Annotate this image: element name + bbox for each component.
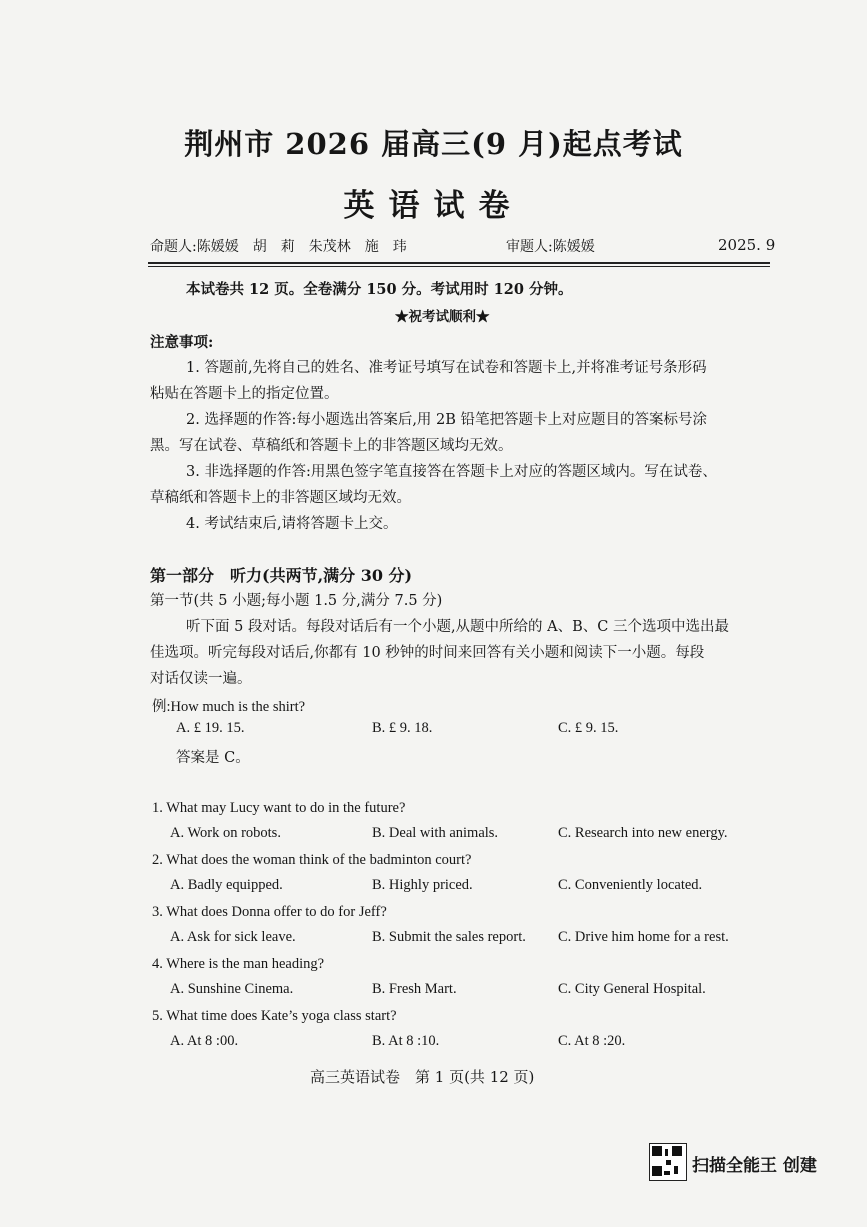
example-answer: 答案是 C。 — [176, 750, 250, 766]
note-line: 3. 非选择题的作答:用黑色签字笔直接答在答题卡上对应的答题区域内。写在试卷、 — [186, 464, 717, 480]
option-c: C. City General Hospital. — [558, 981, 706, 997]
exam-summary: 本试卷共 12 页。全卷满分 150 分。考试用时 120 分钟。 — [186, 281, 573, 298]
page-footer: 高三英语试卷 第 1 页(共 12 页) — [310, 1068, 535, 1086]
part1-heading: 第一部分 听力(共两节,满分 30 分) — [150, 566, 413, 585]
option-a: A. Work on robots. — [170, 825, 281, 841]
instruction-line: 佳选项。听完每段对话后,你都有 10 秒钟的时间来回答有关小题和阅读下一小题。每段 — [150, 645, 705, 661]
note-line: 4. 考试结束后,请将答题卡上交。 — [186, 516, 398, 532]
option-b: B. Fresh Mart. — [372, 981, 457, 997]
example-question: 例:How much is the shirt? — [152, 699, 306, 715]
example-option: A. £ 19. 15. — [176, 720, 245, 736]
exam-subtitle: 英语试卷 — [343, 188, 524, 224]
question-4: 4. Where is the man heading? — [152, 956, 325, 972]
option-c: C. Drive him home for a rest. — [558, 929, 729, 945]
option-a: A. Ask for sick leave. — [170, 929, 296, 945]
option-c: C. Conveniently located. — [558, 877, 703, 893]
note-line: 黑。写在试卷、草稿纸和答题卡上的非答题区域均无效。 — [150, 438, 513, 454]
question-2: 2. What does the woman think of the badminton court? — [152, 852, 472, 868]
question-5: 5. What time does Kate’s yoga class start? — [152, 1008, 397, 1024]
notes-heading: 注意事项: — [150, 334, 214, 351]
reviewer: 审题人:陈媛媛 — [506, 239, 595, 255]
question-1: 1. What may Lucy want to do in the future? — [152, 800, 406, 816]
note-line: 草稿纸和答题卡上的非答题区域均无效。 — [150, 490, 411, 506]
option-b: B. At 8 :10. — [372, 1033, 440, 1049]
option-a: A. Sunshine Cinema. — [170, 981, 294, 997]
section1-heading: 第一节(共 5 小题;每小题 1.5 分,满分 7.5 分) — [150, 593, 443, 609]
instruction-line: 对话仅读一遍。 — [150, 671, 252, 687]
option-b: B. Highly priced. — [372, 877, 473, 893]
exam-date: 2025. 9 — [718, 236, 776, 254]
instruction-line: 听下面 5 段对话。每段对话后有一个小题,从题中所给的 A、B、C 三个选项中选出最 — [186, 619, 729, 635]
exam-title: 荆州市 2026 届高三(9 月)起点考试 — [184, 127, 683, 161]
note-line: 粘贴在答题卡上的指定位置。 — [150, 386, 339, 402]
note-line: 1. 答题前,先将自己的姓名、准考证号填写在试卷和答题卡上,并将准考证号条形码 — [186, 360, 707, 376]
question-3: 3. What does Donna offer to do for Jeff? — [152, 904, 387, 920]
option-a: A. Badly equipped. — [170, 877, 283, 893]
option-b: B. Deal with animals. — [372, 825, 499, 841]
option-c: C. Research into new energy. — [558, 825, 728, 841]
qr-code-icon — [649, 1143, 687, 1181]
proposers: 命题人:陈媛媛 胡 莉 朱茂林 施 玮 — [150, 239, 407, 255]
good-luck-wish: ★祝考试顺利★ — [395, 309, 490, 325]
option-c: C. At 8 :20. — [558, 1033, 626, 1049]
scanner-watermark: 扫描全能王 创建 — [692, 1156, 817, 1176]
note-line: 2. 选择题的作答:每小题选出答案后,用 2B 铅笔把答题卡上对应题目的答案标号涂 — [186, 412, 708, 428]
header-rule — [148, 262, 770, 264]
option-a: A. At 8 :00. — [170, 1033, 239, 1049]
example-option: C. £ 9. 15. — [558, 720, 619, 736]
option-b: B. Submit the sales report. — [372, 929, 526, 945]
example-option: B. £ 9. 18. — [372, 720, 433, 736]
header-rule — [148, 266, 770, 267]
